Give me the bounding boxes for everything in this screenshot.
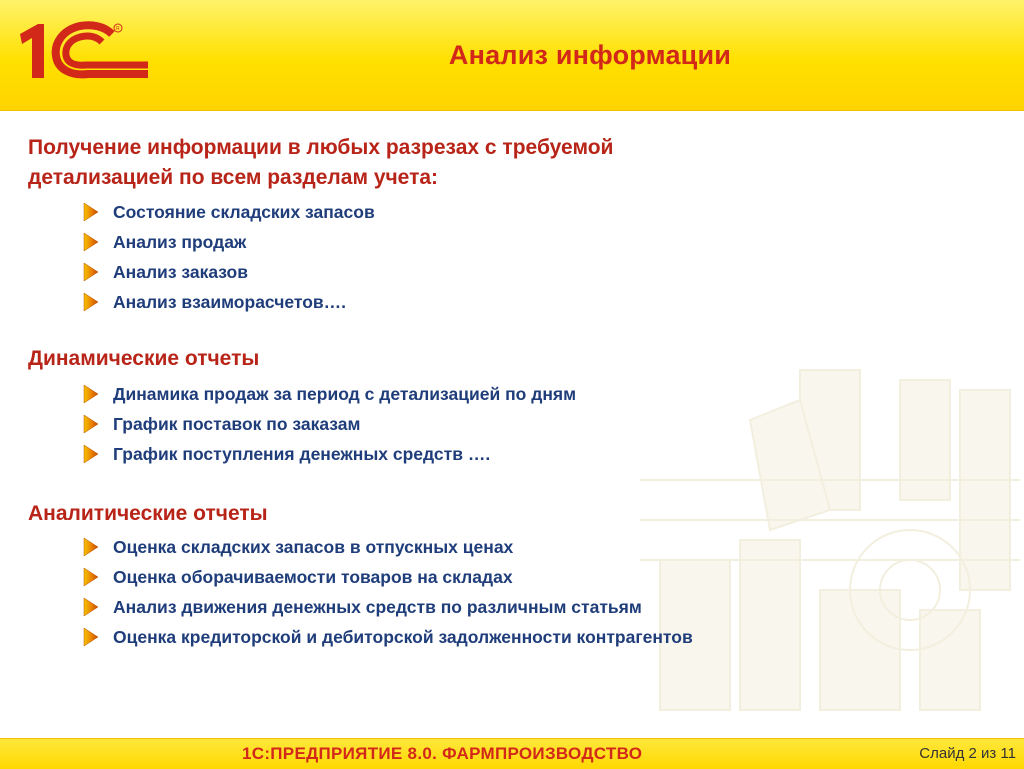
list-item-label: Оценка оборачиваемости товаров на складах <box>113 566 513 587</box>
triangle-arrow-icon <box>82 537 100 557</box>
list-item-label: Анализ продаж <box>113 231 247 252</box>
triangle-arrow-icon <box>82 384 100 404</box>
list-item <box>82 595 642 619</box>
triangle-arrow-icon <box>82 567 100 587</box>
list-item <box>82 382 576 406</box>
list-item-label: Оценка кредиторской и дебиторской задолженности контрагентов <box>113 626 693 647</box>
list-item-label: График поступления денежных средств …. <box>113 443 491 464</box>
page-title: Анализ информации <box>448 40 732 70</box>
list-item <box>82 412 360 436</box>
list-item <box>82 625 693 649</box>
list-item <box>82 535 513 559</box>
1c-logo-icon <box>14 20 154 86</box>
list-item <box>82 290 346 314</box>
list-item <box>82 565 513 589</box>
section-title: детализацией по всем разделам учета: <box>28 166 439 189</box>
triangle-arrow-icon <box>82 627 100 647</box>
triangle-arrow-icon <box>82 292 100 312</box>
header-band <box>0 0 1024 111</box>
footer-product-name: 1С:ПРЕДПРИЯТИЕ 8.0. ФАРМПРОИЗВОДСТВО <box>242 744 643 763</box>
list-item-label: Динамика продаж за период с детализацией по дням <box>113 383 577 404</box>
triangle-arrow-icon <box>82 232 100 252</box>
slide-counter: Слайд 2 из 11 <box>919 745 1016 762</box>
triangle-arrow-icon <box>82 202 100 222</box>
triangle-arrow-icon <box>82 597 100 617</box>
list-item-label: Анализ движения денежных средств по различным статьям <box>113 596 642 617</box>
list-item-label: Состояние складских запасов <box>113 201 375 222</box>
list-item <box>82 260 248 284</box>
list-item-label: График поставок по заказам <box>113 413 361 434</box>
section-title: Аналитические отчеты <box>28 502 268 525</box>
svg-text:R: R <box>116 26 120 32</box>
triangle-arrow-icon <box>82 414 100 434</box>
triangle-arrow-icon <box>82 262 100 282</box>
list-item <box>82 200 375 224</box>
section-title: Динамические отчеты <box>28 347 260 370</box>
list-item <box>82 442 490 466</box>
list-item-label: Оценка складских запасов в отпускных ценах <box>113 536 514 557</box>
section-title: Получение информации в любых разрезах с требуемой <box>28 136 614 159</box>
list-item <box>82 230 246 254</box>
list-item-label: Анализ заказов <box>113 261 248 282</box>
triangle-arrow-icon <box>82 444 100 464</box>
list-item-label: Анализ взаиморасчетов…. <box>113 291 347 312</box>
background-decoration <box>600 360 1024 738</box>
